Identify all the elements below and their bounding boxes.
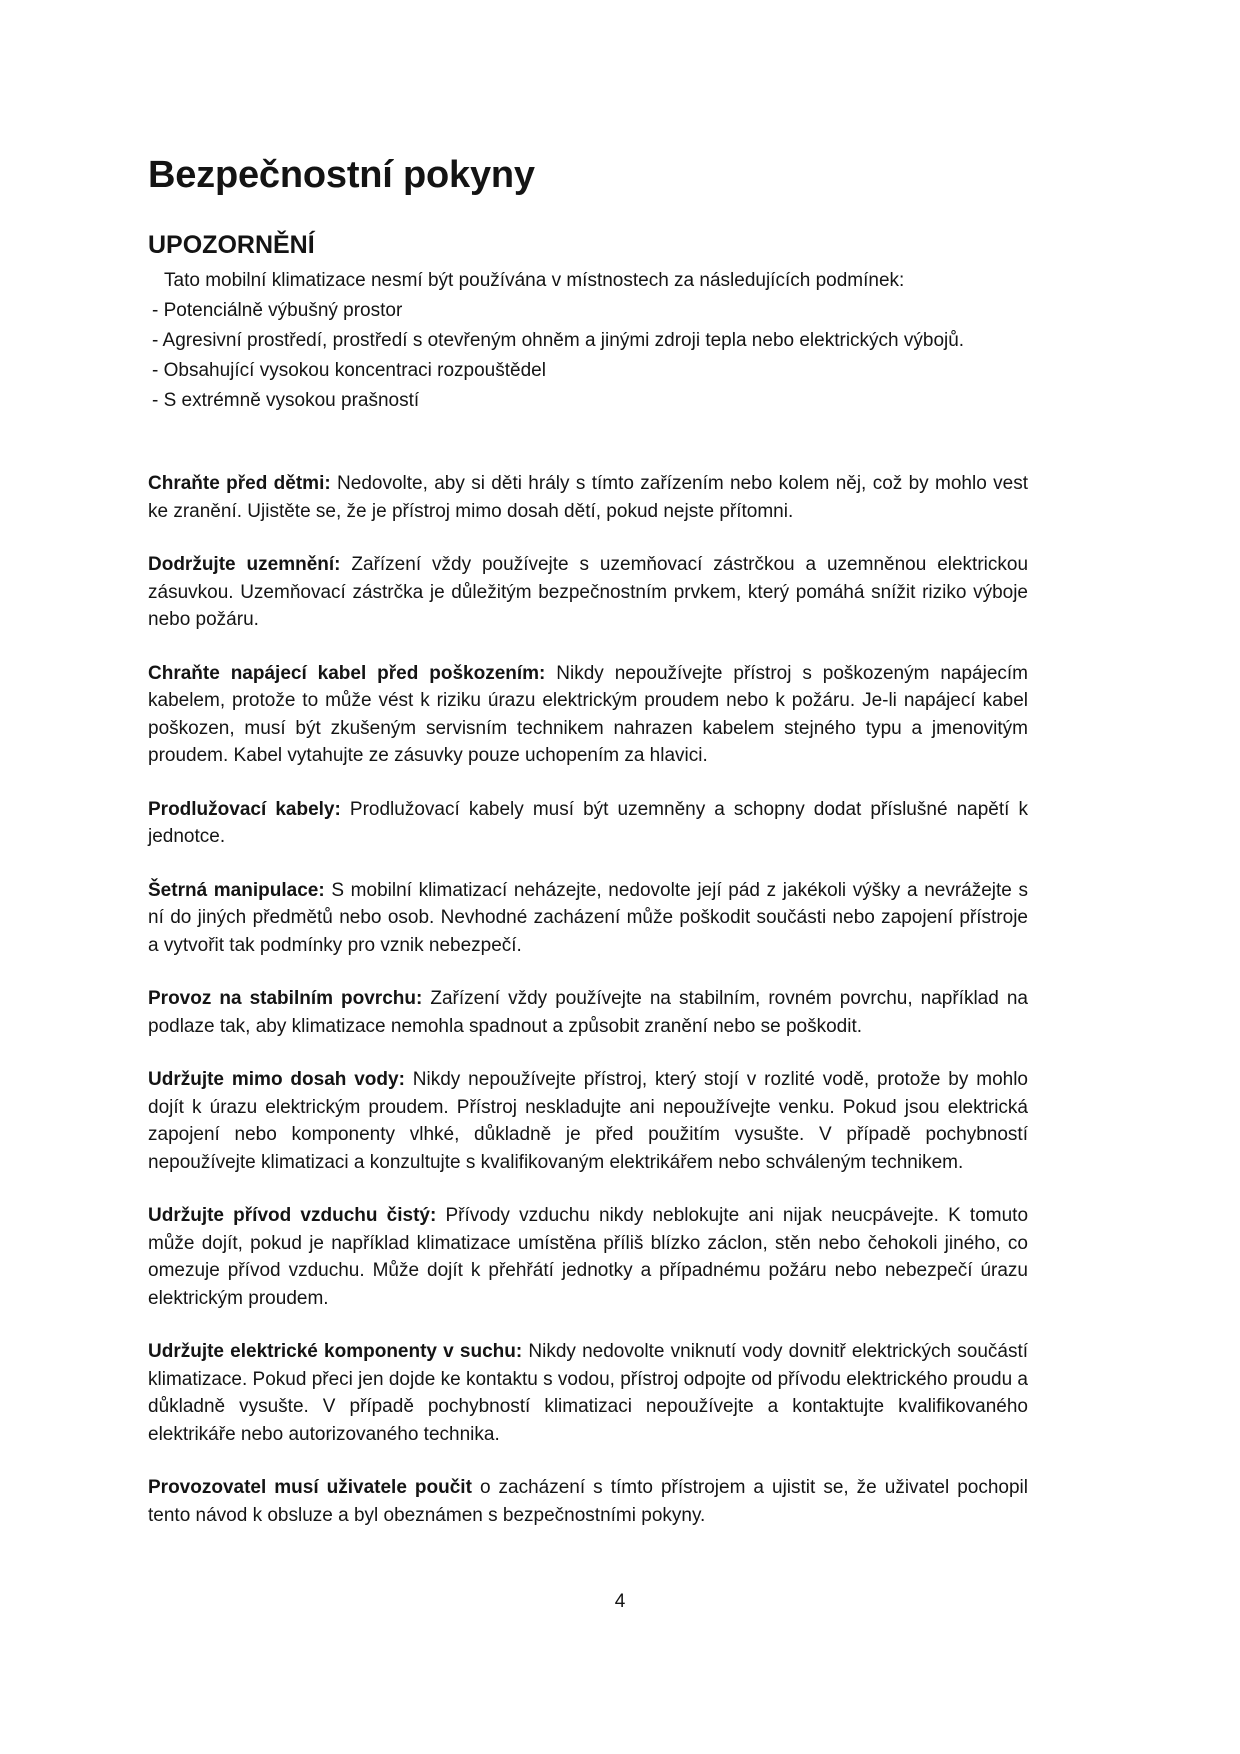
- section-dry-components: [148, 1338, 1028, 1448]
- section-water: [148, 1066, 1028, 1176]
- section-children: [148, 470, 1028, 525]
- conditions-list: [152, 296, 1028, 416]
- list-item: - Obsahující vysokou koncentraci rozpouštědel: [152, 360, 546, 381]
- section-operator-instruction: [148, 1474, 1028, 1529]
- section-text: o zacházení s tímto přístrojem a ujistit se, že uživatel pochopil tento návod k obsluze a byl obeznámen s bezpečnostními pokyny.: [148, 1477, 1028, 1526]
- section-heading: Šetrná manipulace:: [148, 879, 325, 901]
- list-item: - Agresivní prostředí, prostředí s otevřeným ohněm a jinými zdroji tepla nebo elektrických výbojů.: [152, 330, 965, 351]
- warning-intro: Tato mobilní klimatizace nesmí být používána v místnostech za následujících podmínek:: [164, 270, 905, 291]
- page-title: Bezpečnostní pokyny: [148, 154, 535, 196]
- section-power-cable: [148, 660, 1028, 770]
- section-heading: Udržujte mimo dosah vody:: [148, 1069, 405, 1090]
- section-heading: Udržujte elektrické komponenty v suchu:: [148, 1341, 523, 1362]
- section-heading: Provozovatel musí uživatele poučit: [148, 1477, 472, 1498]
- safety-sections: [148, 470, 1028, 1529]
- section-text: S mobilní klimatizací neházejte, nedovolte její pád z jakékoli výšky a nevrážejte s ní do jiných předmětů nebo osob. Nevhodné zacházení může poškodit součásti nebo zapojení přístroje a vytvořit tak podmínky pro vznik nebezpečí.: [148, 879, 1029, 956]
- section-grounding: [148, 551, 1028, 634]
- document-page: [148, 150, 1028, 1555]
- page-number: 4: [614, 1591, 626, 1612]
- section-heading: Dodržujte uzemnění:: [148, 554, 341, 575]
- section-careful-handling: [148, 877, 1028, 960]
- warning-heading: UPOZORNĚNÍ: [148, 231, 315, 259]
- section-heading: Chraňte před dětmi:: [148, 473, 331, 494]
- section-text: Zařízení vždy používejte s uzemňovací zástrčkou a uzemněnou elektrickou zásuvkou. Uzemňovací zástrčka je důležitým bezpečnostním prvkem, který pomáhá snížit riziko výboje nebo požáru.: [148, 554, 1029, 630]
- section-text: Nikdy nepoužívejte přístroj s poškozeným napájecím kabelem, protože to může vést k riziku úrazu elektrickým proudem nebo k požáru. Je-li napájecí kabel poškozen, musí být zkušeným servisním technikem nahrazen kabelem stejného typu a jmenovitým proudem. Kabel vytahujte ze zásuvky pouze uchopením za hlavici.: [148, 662, 1029, 766]
- section-text: Zařízení vždy používejte na stabilním, rovném povrchu, například na podlaze tak, aby klimatizace nemohla spadnout a způsobit zranění nebo se poškodit.: [148, 988, 1028, 1037]
- section-extension-cables: [148, 796, 1028, 851]
- list-item: - Potenciálně výbušný prostor: [152, 300, 403, 321]
- list-item: - S extrémně vysokou prašností: [152, 390, 420, 411]
- section-heading: Chraňte napájecí kabel před poškozením:: [148, 662, 546, 684]
- section-text: Nikdy nedovolte vniknutí vody dovnitř elektrických součástí klimatizace. Pokud přeci jen dojde ke kontaktu s vodou, přístroj odpojte od přívodu elektrického proudu a důkladně vysušte. V případě pochybností klimatizaci nepoužívejte a kontaktujte kvalifikovaného elektrikáře nebo autorizovaného technika.: [148, 1341, 1029, 1445]
- section-air-intake: [148, 1202, 1028, 1312]
- section-text: Nikdy nepoužívejte přístroj, který stojí v rozlité vodě, protože by mohlo dojít k úrazu elektrickým proudem. Přístroj neskladujte ani nepoužívejte venku. Pokud jsou elektrická zapojení nebo komponenty vlhké, důkladně je před použitím vysušte. V případě pochybností nepoužívejte klimatizaci a konzultujte s kvalifikovaným elektrikářem nebo schváleným technikem.: [148, 1069, 1028, 1173]
- section-stable-surface: [148, 985, 1028, 1040]
- section-heading: Prodlužovací kabely:: [148, 798, 341, 820]
- section-text: Nedovolte, aby si děti hrály s tímto zařízením nebo kolem něj, což by mohlo vest ke zranění. Ujistěte se, že je přístroj mimo dosah dětí, pokud nejste přítomni.: [148, 473, 1028, 522]
- section-heading: Udržujte přívod vzduchu čistý:: [148, 1205, 437, 1226]
- section-heading: Provoz na stabilním povrchu:: [148, 988, 423, 1009]
- section-text: Prodlužovací kabely musí být uzemněny a schopny dodat příslušné napětí k jednotce.: [148, 798, 1029, 847]
- section-text: Přívody vzduchu nikdy neblokujte ani nijak neucpávejte. K tomuto může dojít, pokud je například klimatizace umístěna příliš blízko záclon, stěn nebo čehokoli jiného, co omezuje přívod vzduchu. Může dojít k přehřátí jednotky a případnému požáru nebo nebezpečí úrazu elektrickým proudem.: [148, 1205, 1029, 1309]
